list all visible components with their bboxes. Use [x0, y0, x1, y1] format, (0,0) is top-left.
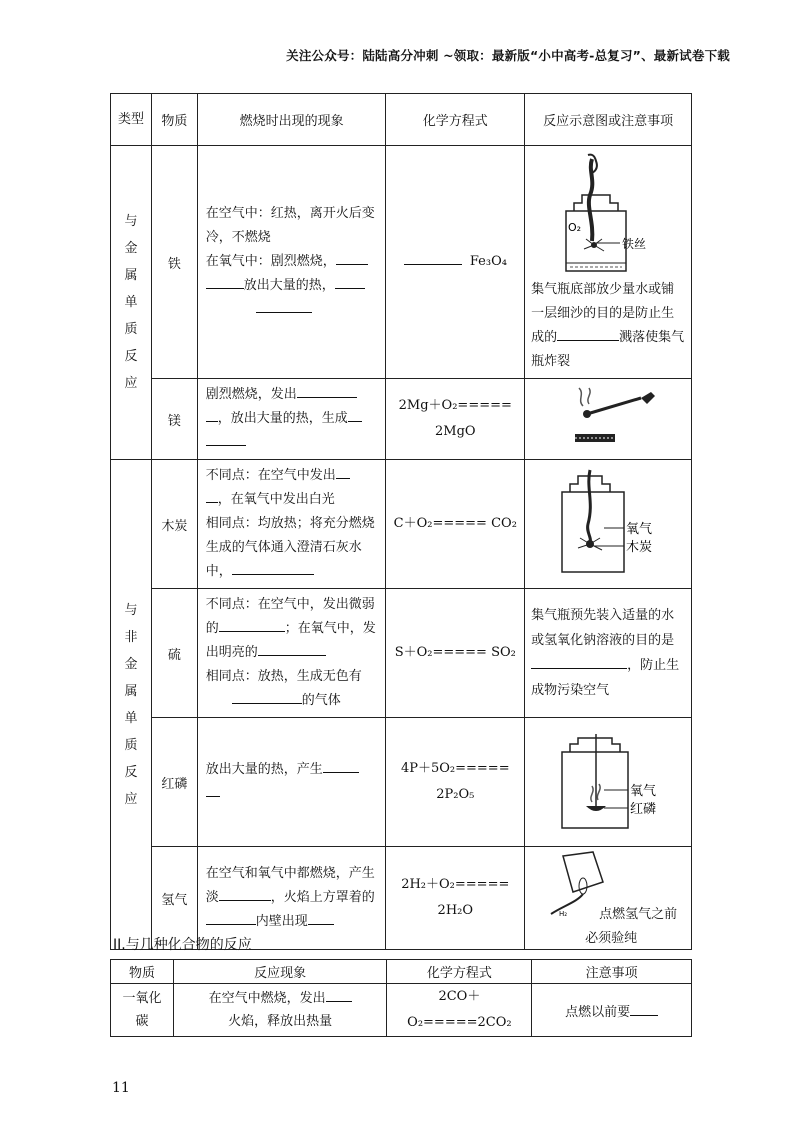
s2-header-phenomenon: 反应现象 [173, 960, 387, 984]
charcoal-phenomenon: 不同点：在空气中发出 ，在氧气中发出白光 相同点：均放热；将充分燃烧生成的气体通入澄清石灰水中， [197, 460, 386, 589]
phosphorus-equation: 4P＋5O₂===== 2P₂O₅ [386, 718, 525, 847]
magnesium-notes [525, 379, 692, 460]
hydrogen-notes [525, 847, 692, 950]
s2-header-notes: 注意事项 [532, 960, 692, 984]
row-sulfur [111, 589, 692, 718]
fig-label-phosphorus: 红磷 [630, 802, 657, 817]
sulfur-equation: S＋O₂===== SO₂ [386, 589, 525, 718]
row-phosphorus [111, 718, 692, 847]
charcoal-name: 木炭 [151, 460, 197, 589]
s2-header-equation: 化学方程式 [387, 960, 532, 984]
compound-table [110, 959, 692, 1037]
co-name: 一氧化碳 [111, 984, 174, 1037]
iron-equation: Fe₃O₄ [386, 146, 525, 379]
header-row [111, 94, 692, 146]
fig-label-o2: O₂ [568, 220, 582, 234]
header-substance: 物质 [151, 94, 197, 146]
co-phenomenon: 在空气中燃烧，发出 火焰，释放出热量 [173, 984, 387, 1037]
page-header: 关注公众号：陆陆高分冲刺 ~领取：最新版“小中高考-总复习”、最新试卷下载 [286, 48, 730, 63]
compound-header-row [111, 960, 692, 984]
row-magnesium [111, 379, 692, 460]
iron-name: 铁 [151, 146, 197, 379]
charcoal-notes [525, 460, 692, 589]
iron-phenomenon: 在空气中：红热，离开火后变冷，不燃烧 在氧气中：剧烈燃烧，放出大量的热， [197, 146, 386, 379]
charcoal-figure [548, 468, 668, 580]
phosphorus-name: 红磷 [151, 718, 197, 847]
hydrogen-note-1: 点燃氢气之前 [599, 907, 678, 922]
iron-notes: O₂ 铁丝 集气瓶底部放少量水或铺一层细沙的目的是防止生成的 溅落使集气瓶炸裂 [525, 146, 692, 379]
s2-header-substance: 物质 [111, 960, 174, 984]
co-equation: 2CO＋O₂=====2CO₂ [387, 984, 532, 1037]
fig-label-charcoal: 木炭 [626, 540, 653, 555]
header-equation: 化学方程式 [386, 94, 525, 146]
fig-label-oxygen-2: 氧气 [630, 784, 657, 799]
magnesium-name: 镁 [151, 379, 197, 460]
phosphorus-notes [525, 718, 692, 847]
row-iron [111, 146, 692, 379]
phosphorus-phenomenon: 放出大量的热，产生 [197, 718, 386, 847]
charcoal-equation: C＋O₂===== CO₂ [386, 460, 525, 589]
combustion-table [110, 93, 692, 950]
header-phenomenon: 燃烧时出现的现象 [197, 94, 386, 146]
phosphorus-figure [548, 732, 668, 832]
magnesium-burning-figure [553, 384, 663, 454]
sulfur-phenomenon: 不同点：在空气中，发出微弱的 ；在氧气中，发出明亮的 相同点：放热，生成无色有 的气体 [197, 589, 386, 718]
magnesium-equation: 2Mg＋O₂===== 2MgO [386, 379, 525, 460]
page-number: 11 [112, 1080, 130, 1096]
hydrogen-name: 氢气 [151, 847, 197, 950]
header-notes: 反应示意图或注意事项 [525, 94, 692, 146]
row-charcoal [111, 460, 692, 589]
row-co [111, 984, 692, 1037]
group-nonmetal: 与非金属单质反应 [111, 460, 152, 950]
co-notes: 点燃以前要 [532, 984, 692, 1037]
hydrogen-phenomenon: 在空气和氧气中都燃烧，产生淡 ，火焰上方罩着的内壁出现 [197, 847, 386, 950]
hydrogen-equation: 2H₂＋O₂===== 2H₂O [386, 847, 525, 950]
sulfur-name: 硫 [151, 589, 197, 718]
magnesium-phenomenon: 剧烈燃烧，发出 ，放出大量的热，生成 [197, 379, 386, 460]
fig-label-h2: H₂ [559, 910, 568, 918]
fig-label-oxygen: 氧气 [626, 522, 653, 537]
section-2-title: II.与几种化合物的反应 [113, 937, 252, 953]
header-type: 类型 [111, 94, 152, 146]
sulfur-notes: 集气瓶预先装入适量的水或氢氧化钠溶液的目的是，防止生成物污染空气 [525, 589, 692, 718]
hydrogen-note-2: 必须验纯 [585, 931, 638, 946]
fig-label-iron: 铁丝 [622, 236, 647, 251]
iron-wire-figure [548, 151, 668, 276]
group-metal: 与金属单质反应 [111, 146, 152, 460]
